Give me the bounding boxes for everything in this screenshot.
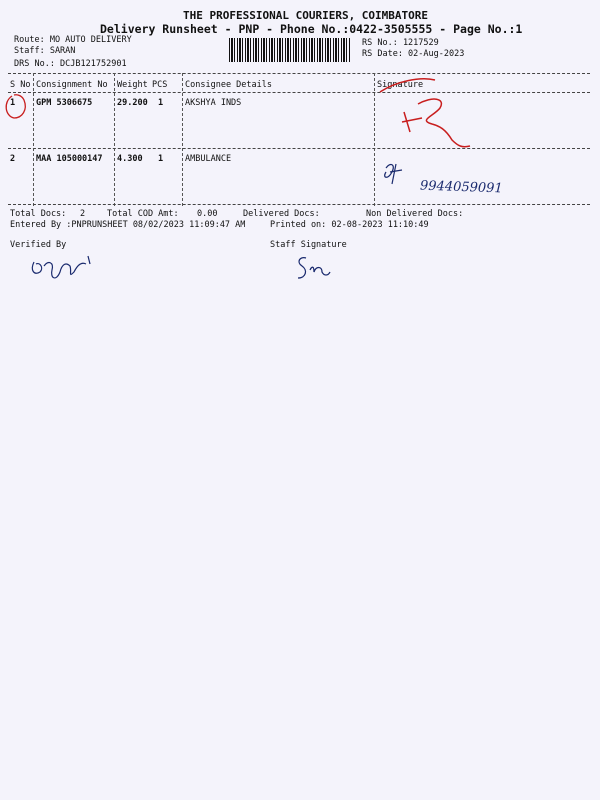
handwritten-phone: 9944059091 — [419, 178, 503, 197]
total-cod-label: Total COD Amt: — [107, 209, 179, 219]
red-signature — [380, 79, 470, 147]
row-sno: 1 — [10, 98, 16, 108]
entered-by: Entered By :PNPRUNSHEET 08/02/2023 11:09:47 AM — [10, 220, 246, 230]
blue-initials — [385, 164, 402, 184]
row-consignment: MAA 105000147 — [36, 154, 103, 164]
row-consignee: AKSHYA INDS — [185, 98, 242, 108]
verified-signature — [32, 256, 90, 278]
total-docs-value: 2 — [80, 209, 86, 219]
row-weight: 4.300 — [117, 154, 143, 164]
route: Route: MO AUTO DELIVERY — [14, 35, 132, 45]
verified-by-label: Verified By — [10, 240, 67, 250]
rs-number: RS No.: 1217529 — [362, 38, 439, 48]
row-consignee: AMBULANCE — [185, 154, 232, 164]
col-consignment: Consignment No — [36, 80, 108, 90]
col-sno: S No — [10, 80, 31, 90]
delivered-docs-label: Delivered Docs: — [243, 209, 320, 219]
non-delivered-docs-label: Non Delivered Docs: — [366, 209, 464, 219]
row-weight: 29.200 — [117, 98, 148, 108]
total-cod-value: 0.00 — [197, 209, 218, 219]
row-pcs: 1 — [158, 98, 164, 108]
runsheet-title: Delivery Runsheet - PNP - Phone No.:0422-3505555 - Page No.:1 — [100, 22, 523, 36]
col-pcs: PCS — [152, 80, 168, 90]
drs-number: DRS No.: DCJB121752901 — [14, 59, 127, 69]
row-consignment: GPM 5306675 — [36, 98, 93, 108]
printed-on: Printed on: 02-08-2023 11:10:49 — [270, 220, 429, 230]
red-circle-mark — [6, 95, 25, 118]
staff-signature-label: Staff Signature — [270, 240, 347, 250]
staff-name: Staff: SARAN — [14, 46, 76, 56]
row-pcs: 1 — [158, 154, 164, 164]
row-sno: 2 — [10, 154, 16, 164]
company-name: THE PROFESSIONAL COURIERS, COIMBATORE — [183, 9, 429, 22]
col-weight: Weight — [117, 80, 148, 90]
rs-date: RS Date: 02-Aug-2023 — [362, 49, 465, 59]
col-signature: Signature — [377, 80, 424, 90]
total-docs-label: Total Docs: — [10, 209, 67, 219]
staff-signature — [298, 258, 330, 278]
col-consignee: Consignee Details — [185, 80, 272, 90]
